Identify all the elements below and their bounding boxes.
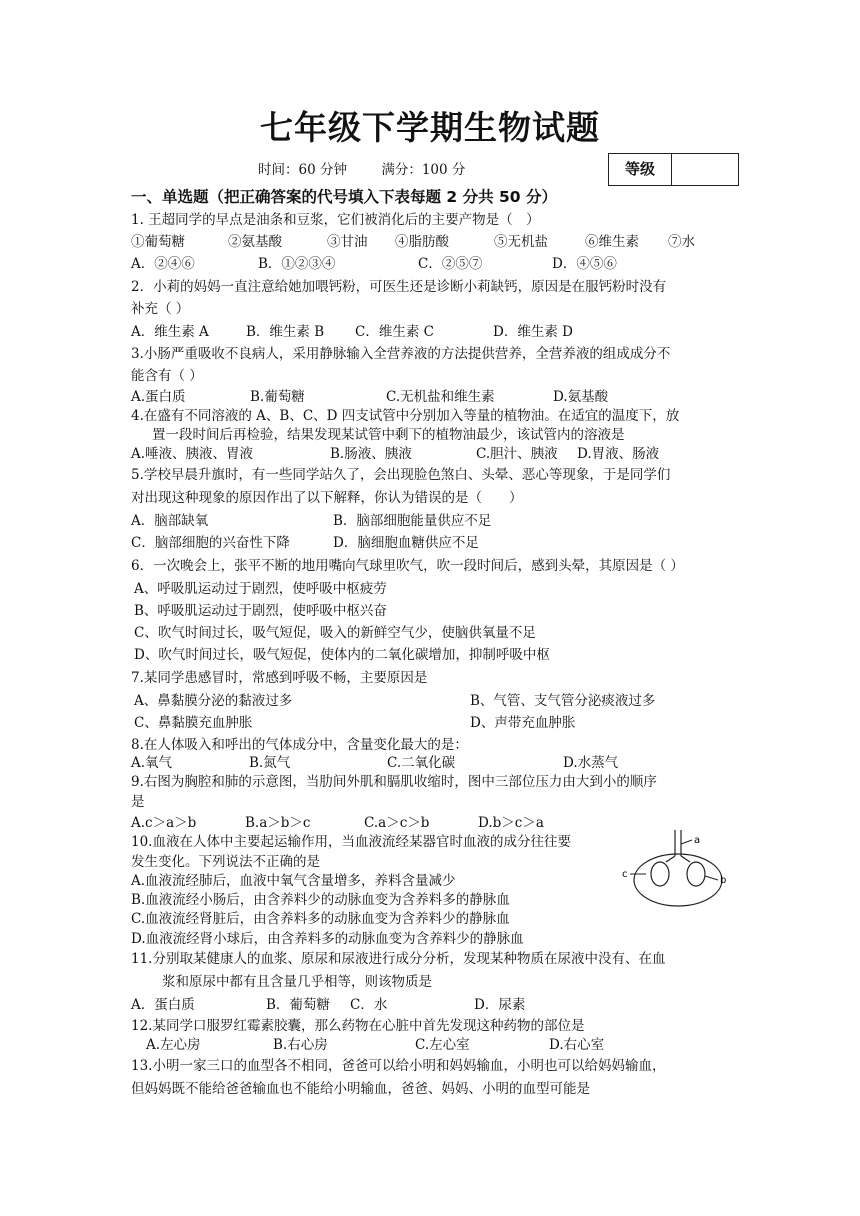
q11-stem-line-1: 11.分别取某健康人的血浆、原尿和尿液进行成分分析，发现某种物质在尿液中没有、在血 bbox=[131, 951, 666, 967]
q1-stem: 1. 王超同学的早点是油条和豆浆，它们被消化后的主要产物是（ ） bbox=[131, 212, 540, 228]
grade-box bbox=[608, 153, 739, 186]
q12-option-d: D.右心室 bbox=[549, 1037, 605, 1053]
label-c: c bbox=[622, 869, 628, 880]
q9-option-d: D.b＞c＞a bbox=[478, 815, 544, 831]
q10-option-d: D.血液流经肾小球后，由含养料多的动脉血变为含养料少的静脉血 bbox=[131, 931, 524, 947]
q4-option-d: D.胃液、肠液 bbox=[577, 446, 660, 462]
section-heading: 一、单选题（把正确答案的代号填入下表每题 2 分共 50 分） bbox=[131, 188, 557, 206]
q9-option-b: B.a＞b＞c bbox=[245, 815, 311, 831]
label-b: b bbox=[720, 875, 727, 886]
q1-item-7: ⑦水 bbox=[668, 234, 695, 250]
q1-option-c: C．②⑤⑦ bbox=[418, 256, 483, 272]
q12-stem: 12.某同学口服罗红霉素胶囊，那么药物在心脏中首先发现这种药物的部位是 bbox=[131, 1018, 585, 1034]
q1-option-b: B．①②③④ bbox=[258, 256, 336, 272]
exam-time: 时间：60 分钟 bbox=[258, 162, 347, 178]
q11-option-c: C．水 bbox=[350, 997, 388, 1013]
exam-title: 七年级下学期生物试题 bbox=[260, 108, 600, 147]
q10-option-b: B.血液流经小肠后，由含养料少的动脉血变为含养料多的静脉血 bbox=[131, 892, 510, 908]
q2-stem-line-2: 补充（ ） bbox=[131, 301, 190, 317]
q3-stem-line-2: 能含有（ ） bbox=[131, 368, 203, 384]
q7-stem: 7.某同学患感冒时，常感到呼吸不畅，主要原因是 bbox=[131, 670, 428, 686]
q9-stem-line-2: 是 bbox=[131, 794, 145, 810]
thorax-lung-diagram bbox=[622, 830, 734, 910]
q9-stem-line-1: 9.右图为胸腔和肺的示意图，当肋间外肌和膈肌收缩时，图中三部位压力由大到小的顺序 bbox=[131, 774, 657, 790]
q2-option-a: A．维生素 A bbox=[131, 324, 209, 340]
q1-item-1: ①葡萄糖 bbox=[131, 234, 185, 250]
right-bronchus bbox=[681, 856, 690, 862]
chest-cavity-outline bbox=[634, 854, 722, 906]
q12-option-b: B.右心房 bbox=[273, 1037, 328, 1053]
exam-full-score: 满分：100 分 bbox=[381, 162, 466, 178]
q3-stem-line-1: 3.小肠严重吸收不良病人，采用静脉输入全营养液的方法提供营养，全营养液的组成成分不 bbox=[131, 346, 671, 362]
q11-option-a: A．蛋白质 bbox=[131, 997, 195, 1013]
q7-option-b: B、气管、支气管分泌痰液过多 bbox=[470, 693, 656, 709]
q9-option-c: C.a＞c＞b bbox=[364, 815, 430, 831]
q5-stem-line-1: 5.学校早晨升旗时，有一些同学站久了，会出现脸色煞白、头晕、恶心等现象，于是同学们 bbox=[131, 467, 671, 483]
q1-item-4: ④脂肪酸 bbox=[395, 234, 449, 250]
q13-stem-line-1: 13.小明一家三口的血型各不相同，爸爸可以给小明和妈妈输血，小明也可以给妈妈输血， bbox=[131, 1058, 666, 1074]
left-bronchus bbox=[666, 856, 675, 862]
q6-option-c: C、吹气时间过长，吸气短促，吸入的新鲜空气少，使脑供氧量不足 bbox=[134, 625, 536, 641]
q1-option-a: A．②④⑥ bbox=[131, 256, 195, 272]
q1-option-d: D．④⑤⑥ bbox=[552, 256, 617, 272]
q10-option-c: C.血液流经肾脏后，由含养料多的动脉血变为含养料少的静脉血 bbox=[131, 911, 510, 927]
q9-option-a: A.c＞a＞b bbox=[131, 815, 197, 831]
q8-option-c: C.二氧化碳 bbox=[387, 755, 456, 771]
q4-stem-line-2: 置一段时间后再检验，结果发现某试管中剩下的植物油最少，该试管内的溶液是 bbox=[152, 427, 625, 443]
q4-stem-line-1: 4.在盛有不同溶液的 A、B、C、D 四支试管中分别加入等量的植物油。在适宜的温度下，放 bbox=[131, 408, 680, 424]
q2-stem-line-1: 2．小莉的妈妈一直注意给她加喂钙粉，可医生还是诊断小莉缺钙，原因是在服钙粉时没有 bbox=[131, 279, 667, 295]
q3-option-d: D.氨基酸 bbox=[553, 389, 609, 405]
q10-stem-line-2: 发生变化。下列说法不正确的是 bbox=[131, 854, 320, 870]
q12-option-a: A.左心房 bbox=[146, 1037, 201, 1053]
q5-stem-line-2: 对出现这种现象的原因作出了以下解释，你认为错误的是（ ） bbox=[131, 490, 523, 506]
q3-option-b: B.葡萄糖 bbox=[250, 389, 305, 405]
q10-stem-line-1: 10.血液在人体中主要起运输作用，当血液流经某器官时血液的成分往往要 bbox=[131, 834, 571, 850]
q6-option-b: B、呼吸肌运动过于剧烈，使呼吸中枢兴奋 bbox=[134, 603, 387, 619]
q4-option-b: B.肠液、胰液 bbox=[330, 446, 412, 462]
q8-option-d: D.水蒸气 bbox=[563, 755, 619, 771]
q7-option-d: D、声带充血肿胀 bbox=[470, 715, 576, 731]
q3-option-c: C.无机盐和维生素 bbox=[386, 389, 495, 405]
q11-option-d: D．尿素 bbox=[474, 997, 526, 1013]
q4-option-a: A.唾液、胰液、胃液 bbox=[131, 446, 254, 462]
exam-meta bbox=[258, 158, 465, 178]
q1-item-2: ②氨基酸 bbox=[228, 234, 282, 250]
q5-option-b: B．脑部细胞能量供应不足 bbox=[333, 513, 492, 529]
q12-option-c: C.左心室 bbox=[415, 1037, 470, 1053]
left-lung bbox=[651, 862, 669, 886]
q5-option-d: D．脑细胞血糖供应不足 bbox=[333, 535, 479, 551]
right-lung bbox=[687, 862, 705, 886]
q11-stem-line-2: 浆和原尿中都有且含量几乎相等，则该物质是 bbox=[162, 974, 432, 990]
grade-value[interactable] bbox=[672, 154, 738, 185]
q8-stem: 8.在人体吸入和呼出的气体成分中，含量变化最大的是： bbox=[131, 737, 468, 753]
q6-option-d: D、吹气时间过长，吸气短促，使体内的二氧化碳增加，抑制呼吸中枢 bbox=[134, 647, 550, 663]
q7-option-a: A、鼻黏膜分泌的黏液过多 bbox=[134, 693, 293, 709]
q1-item-3: ③甘油 bbox=[327, 234, 368, 250]
q1-item-5: ⑤无机盐 bbox=[494, 234, 548, 250]
q13-stem-line-2: 但妈妈既不能给爸爸输血也不能给小明输血，爸爸、妈妈、小明的血型可能是 bbox=[131, 1081, 590, 1097]
q2-option-d: D．维生素 D bbox=[493, 324, 573, 340]
grade-label: 等级 bbox=[609, 154, 672, 185]
q7-option-c: C、鼻黏膜充血肿胀 bbox=[134, 715, 253, 731]
q2-option-c: C．维生素 C bbox=[355, 324, 434, 340]
q8-option-b: B.氮气 bbox=[249, 755, 291, 771]
q3-option-a: A.蛋白质 bbox=[131, 389, 186, 405]
q2-option-b: B．维生素 B bbox=[246, 324, 325, 340]
q11-option-b: B．葡萄糖 bbox=[266, 997, 330, 1013]
q6-option-a: A、呼吸肌运动过于剧烈，使呼吸中枢疲劳 bbox=[134, 581, 387, 597]
q10-option-a: A.血液流经肺后，血液中氧气含量增多，养料含量减少 bbox=[131, 873, 456, 889]
label-a: a bbox=[694, 835, 701, 846]
label-b-leader bbox=[705, 876, 718, 880]
label-a-leader bbox=[681, 840, 692, 844]
q5-option-c: C．脑部细胞的兴奋性下降 bbox=[131, 535, 290, 551]
q8-option-a: A.氧气 bbox=[131, 755, 173, 771]
q1-item-6: ⑥维生素 bbox=[585, 234, 639, 250]
q6-stem: 6．一次晚会上，张平不断的地用嘴向气球里吹气，吹一段时间后，感到头晕，其原因是（ ） bbox=[131, 558, 684, 574]
q5-option-a: A．脑部缺氧 bbox=[131, 513, 209, 529]
q4-option-c: C.胆汁、胰液 bbox=[476, 446, 558, 462]
